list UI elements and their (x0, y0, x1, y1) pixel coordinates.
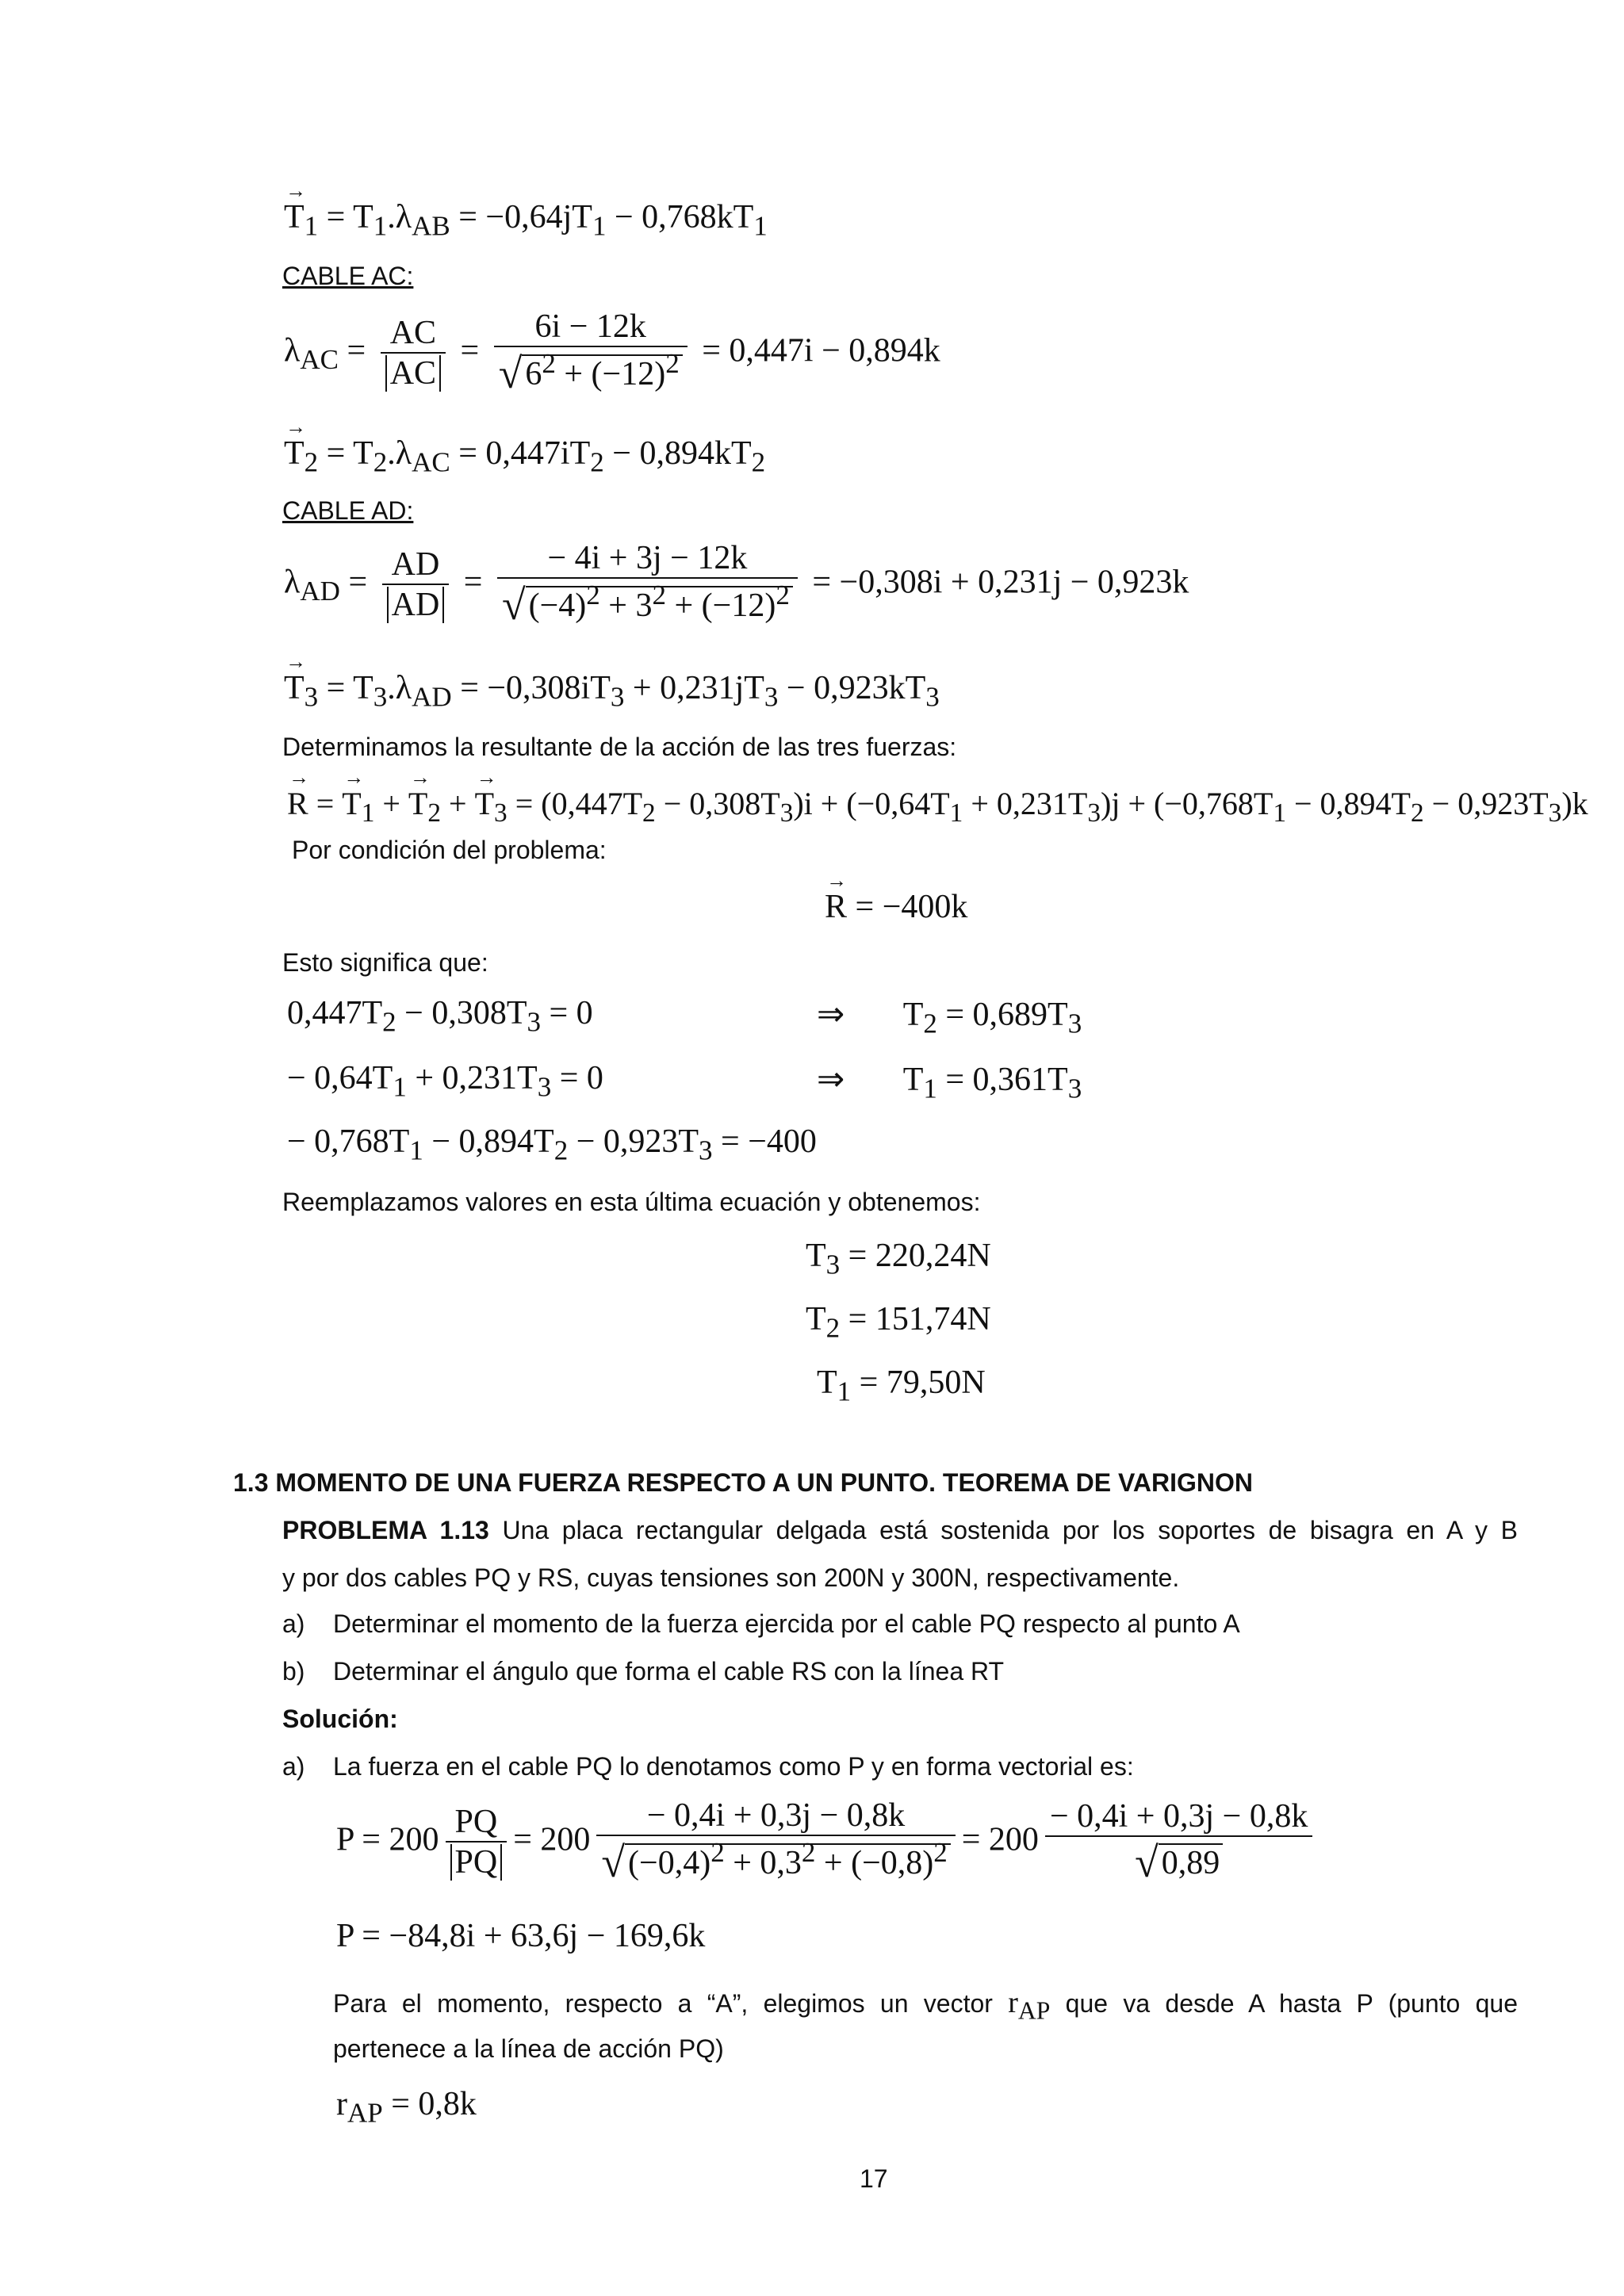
equation-t1: → $T_1 = T_1.\lambda_{AB} = -0,64jT_1 - 0,768kT_1$ (284, 198, 768, 242)
sol-a-label: a) (282, 1752, 305, 1781)
problem-text-2: y por dos cables PQ y RS, cuyas tensiones son 200N y 300N, respectivamente. (282, 1563, 1180, 1592)
sol-a-text: La fuerza en el cable PQ lo denotamos como P y en forma vectorial es: (333, 1752, 1134, 1781)
item-a-text: Determinar el momento de la fuerza ejercida por el cable PQ respecto al punto A (333, 1609, 1240, 1638)
heading-cable-ac: CABLE AC: (282, 262, 414, 290)
equation-rap: $r_{AP} = 0,8k$ (336, 2086, 477, 2129)
equation-p: P = 200 $\frac{PQ}{PQ}$ = 200 $\frac{- 0,4i + 0,3j - 0,8k}{√(-0,4)^2 + 0,3^2 + (-0,8)^2}$ = 200 $\frac{- 0,4i + 0,3j - 0,8k}{√0,89}$ (336, 1797, 1319, 1888)
problem-statement-line1 (282, 1516, 1518, 1545)
result-t3: $T_3 = 220,24N$ (806, 1238, 991, 1280)
equation-t3: → $T_3 = T_3.\lambda_{AD} = -0,308iT_3 + 0,231jT_3 - 0,923kT_3$ (284, 669, 940, 713)
solucion-label: Solución: (282, 1705, 398, 1733)
text-resultante: Determinamos la resultante de la acción de las tres fuerzas: (282, 733, 957, 761)
system-equation-3: − $0,768T_1 - 0,894T_2 - 0,923T_3 = -400$ (287, 1123, 817, 1166)
moment-text-line1: Para el momento, respecto a “A”, elegimos un vector $r_{AP}$ que va desde A hasta P (punto que (333, 1986, 1519, 2025)
system-result-1: ⇒ $T_2 = 0,689T_3$ (817, 997, 1082, 1039)
text-significa: Esto significa que: (282, 948, 488, 977)
item-a-label: a) (282, 1609, 305, 1638)
text-condicion: Por condición del problema: (292, 836, 607, 864)
heading-cable-ad: CABLE AD: (282, 496, 414, 525)
item-b-label: b) (282, 1657, 305, 1686)
equation-lambda-ac: $\lambda_{AC}$ = $\frac{AC}{AC}$ = $\frac{6i - 12k}{√6^2 + (-12)^2}$ = 0,447i − 0,894k (284, 308, 940, 398)
equation-p-value: P = −84,8i + 63,6j − 169,6k (336, 1918, 706, 1954)
result-t2: $T_2 = 151,74N$ (806, 1301, 991, 1344)
page-number: 17 (860, 2164, 888, 2193)
equation-lambda-ad: $\lambda_{AD}$ = $\frac{AD}{AD}$ = $\frac{- 4i + 3j - 12k}{√(-4)^2 + 3^2 + (-12)^2}$ = −0,308i + 0,231j − 0,923k (284, 540, 1189, 629)
equation-resultant: → R = → $T_1$ + → $T_2$ + → $T_3 = (0,447T_2 - 0,308T_3)i + (-0,64T_1 + 0,231T_3)j + (-0,768T_1 - 0,894T_2 - 0,923T_3)k$ (287, 785, 1588, 828)
equation-t2: → $T_2 = T_2.\lambda_{AC} = 0,447iT_2 - 0,894kT_2$ (284, 434, 765, 478)
system-equation-1: $0,447T_2 - 0,308T_3 = 0$ (287, 995, 593, 1038)
system-equation-2: − $0,64T_1 + 0,231T_3 = 0$ (287, 1060, 603, 1103)
moment-text-2: pertenece a la línea de acción PQ) (333, 2034, 724, 2063)
problem-text-1: Una placa rectangular delgada está sostenida por los soportes de bisagra en A y B (502, 1516, 1519, 1544)
text-reemplazamos: Reemplazamos valores en esta última ecuación y obtenemos: (282, 1188, 981, 1216)
equation-r-value: → R = −400k (825, 888, 967, 926)
result-t1: $T_1 = 79,50N$ (817, 1364, 986, 1407)
system-result-2: ⇒ $T_1 = 0,361T_3$ (817, 1062, 1082, 1104)
problem-label: PROBLEMA 1.13 (282, 1516, 489, 1544)
item-b-text: Determinar el ángulo que forma el cable RS con la línea RT (333, 1657, 1005, 1686)
section-heading: 1.3 MOMENTO DE UNA FUERZA RESPECTO A UN PUNTO. TEOREMA DE VARIGNON (233, 1468, 1254, 1497)
